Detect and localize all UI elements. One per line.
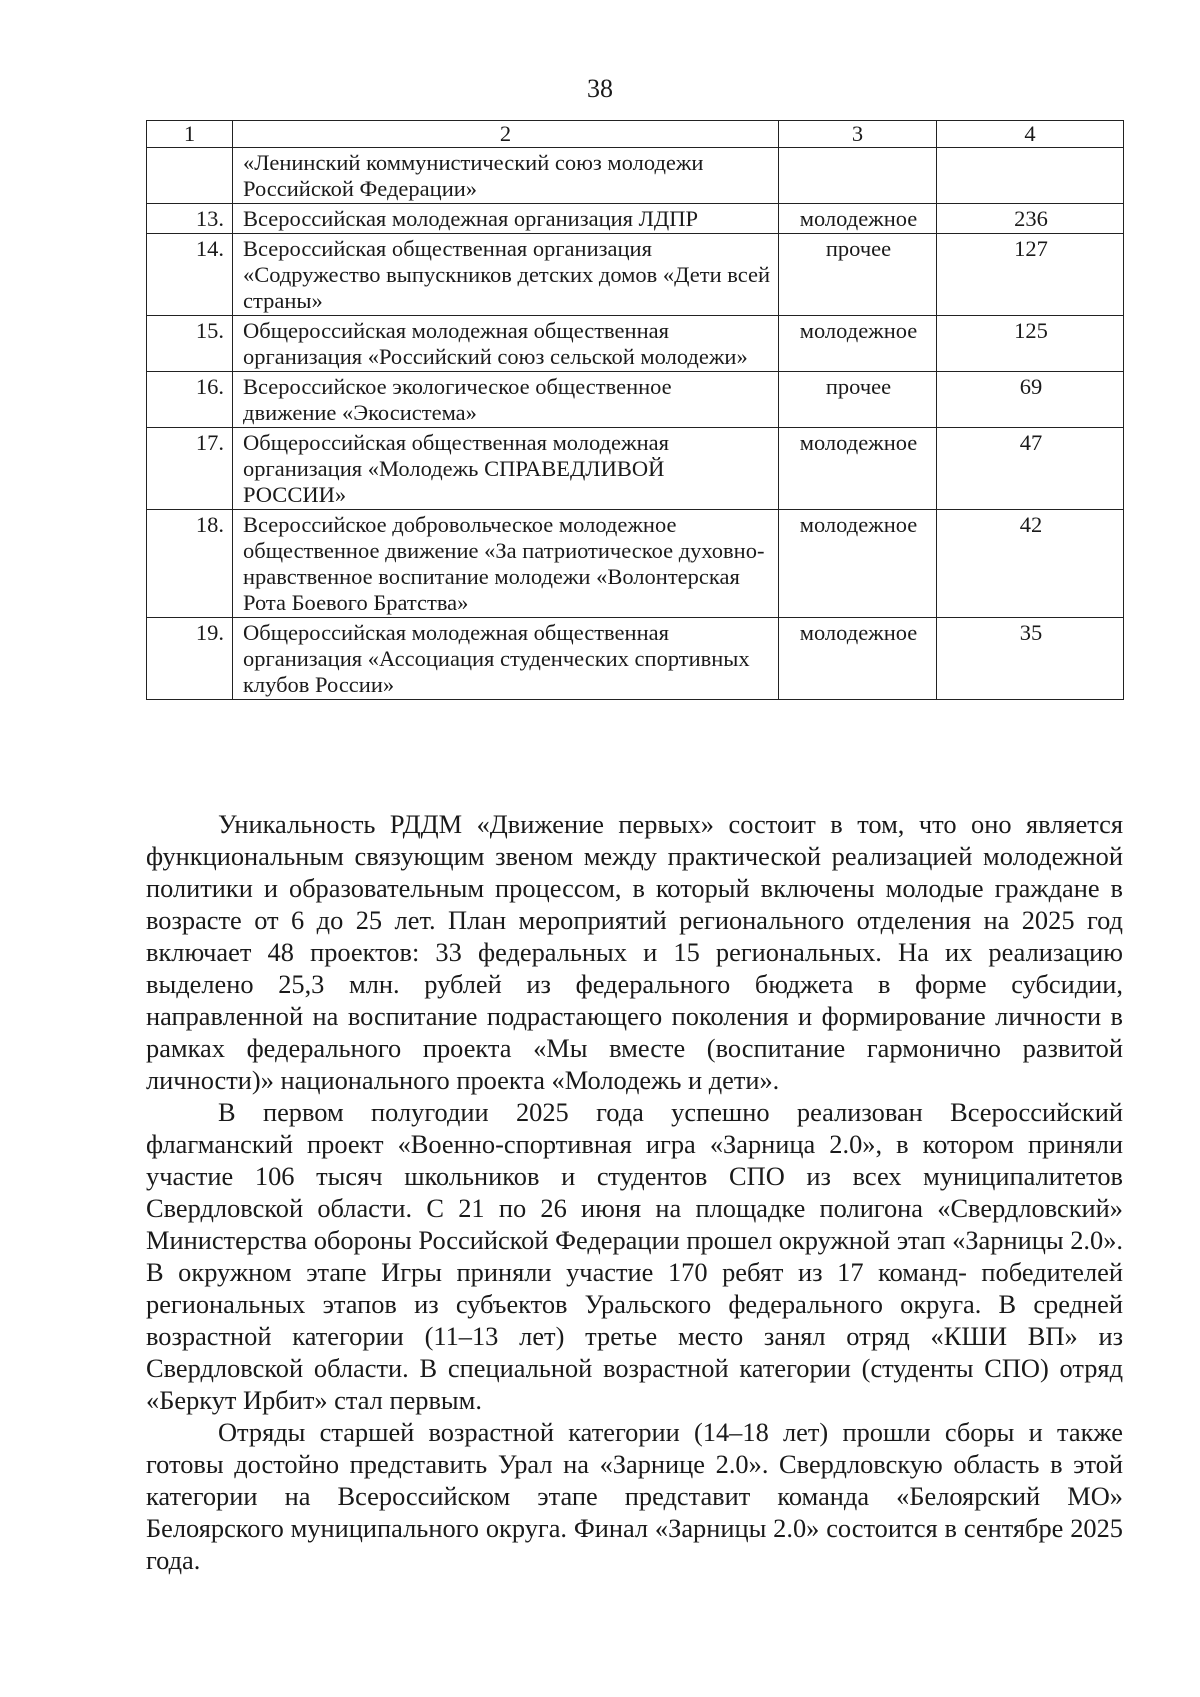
table-row <box>147 316 1124 372</box>
row-number: 15. <box>147 316 233 372</box>
paragraph-uniqueness: Уникальность РДДМ «Движение первых» состоит в том, что оно является функциональным связующим звеном между практической реализацией молодежной политики и образовательным процессом, в который включены молодые граждане в возрасте от 6 до 25 лет. План мероприятий регионального отделения на 2025 год включает 48 проектов: 33 федеральных и 15 региональных. На их реализацию выделено 25,3 млн. рублей из федерального бюджета в форме субсидии, направленной на воспитание подрастающего поколения и формирование личности в рамках федерального проекта «Мы вместе (воспитание гармонично развитой личности)» национального проекта «Молодежь и дети». <box>146 809 1123 1095</box>
member-count: 69 <box>937 372 1124 428</box>
member-count: 35 <box>937 618 1124 700</box>
organization-name: Всероссийская общественная организация «Содружество выпускников детских домов «Дети всей страны» <box>233 234 779 316</box>
organization-name: Всероссийская молодежная организация ЛДПР <box>233 204 779 234</box>
row-number <box>147 148 233 204</box>
member-count: 236 <box>937 204 1124 234</box>
organization-name: Всероссийское добровольческое молодежное общественное движение «За патриотическое духовно-нравственное воспитание молодежи «Волонтерская Рота Боевого Братства» <box>233 510 779 618</box>
organization-type: молодежное <box>779 428 937 510</box>
organization-name: Всероссийское экологическое общественное движение «Экосистема» <box>233 372 779 428</box>
member-count: 125 <box>937 316 1124 372</box>
table-row <box>147 204 1124 234</box>
organization-name: Общероссийская молодежная общественная организация «Российский союз сельской молодежи» <box>233 316 779 372</box>
table-row <box>147 618 1124 700</box>
organizations-table <box>146 120 1124 700</box>
organization-type: молодежное <box>779 510 937 618</box>
table-header-row <box>147 121 1124 148</box>
column-header-2: 2 <box>233 121 779 148</box>
paragraph-zarnitsa: В первом полугодии 2025 года успешно реализован Всероссийский флагманский проект «Военно-спортивная игра «Зарница 2.0», в котором приняли участие 106 тысяч школьников и студентов СПО из всех муниципалитетов Свердловской области. С 21 по 26 июня на площадке полигона «Свердловский» Министерства обороны Российской Федерации прошел окружной этап «Зарницы 2.0». В окружном этапе Игры приняли участие 170 ребят из 17 команд- победителей региональных этапов из субъектов Уральского федерального округа. В средней возрастной категории (11–13 лет) третье место занял отряд «КШИ ВП» из Свердловской области. В специальной возрастной категории (студенты СПО) отряд «Беркут Ирбит» стал первым. <box>146 1097 1123 1415</box>
body-text <box>146 808 1123 1576</box>
column-header-4: 4 <box>937 121 1124 148</box>
page-number: 38 <box>587 74 613 103</box>
organization-type <box>779 148 937 204</box>
member-count <box>937 148 1124 204</box>
paragraph-senior-teams: Отряды старшей возрастной категории (14–18 лет) прошли сборы и также готовы достойно представить Урал на «Зарнице 2.0». Свердловскую область в этой категории на Всероссийском этапе представит команда «Белоярский МО» Белоярского муниципального округа. Финал «Зарницы 2.0» состоится в сентябре 2025 года. <box>146 1417 1123 1575</box>
organization-type: прочее <box>779 372 937 428</box>
organization-name: Общероссийская молодежная общественная организация «Ассоциация студенческих спортивных клубов России» <box>233 618 779 700</box>
member-count: 42 <box>937 510 1124 618</box>
column-header-1: 1 <box>147 121 233 148</box>
column-header-3: 3 <box>779 121 937 148</box>
row-number: 19. <box>147 618 233 700</box>
table-row <box>147 234 1124 316</box>
organization-type: молодежное <box>779 618 937 700</box>
organization-type: молодежное <box>779 204 937 234</box>
organization-type: прочее <box>779 234 937 316</box>
member-count: 127 <box>937 234 1124 316</box>
row-number: 13. <box>147 204 233 234</box>
table-row <box>147 510 1124 618</box>
organization-name: Общероссийская общественная молодежная организация «Молодежь СПРАВЕДЛИВОЙ РОССИИ» <box>233 428 779 510</box>
row-number: 18. <box>147 510 233 618</box>
organization-type: молодежное <box>779 316 937 372</box>
member-count: 47 <box>937 428 1124 510</box>
table-row <box>147 372 1124 428</box>
row-number: 17. <box>147 428 233 510</box>
table-row <box>147 428 1124 510</box>
table-row <box>147 148 1124 204</box>
organization-name: «Ленинский коммунистический союз молодежи Российской Федерации» <box>233 148 779 204</box>
row-number: 14. <box>147 234 233 316</box>
row-number: 16. <box>147 372 233 428</box>
